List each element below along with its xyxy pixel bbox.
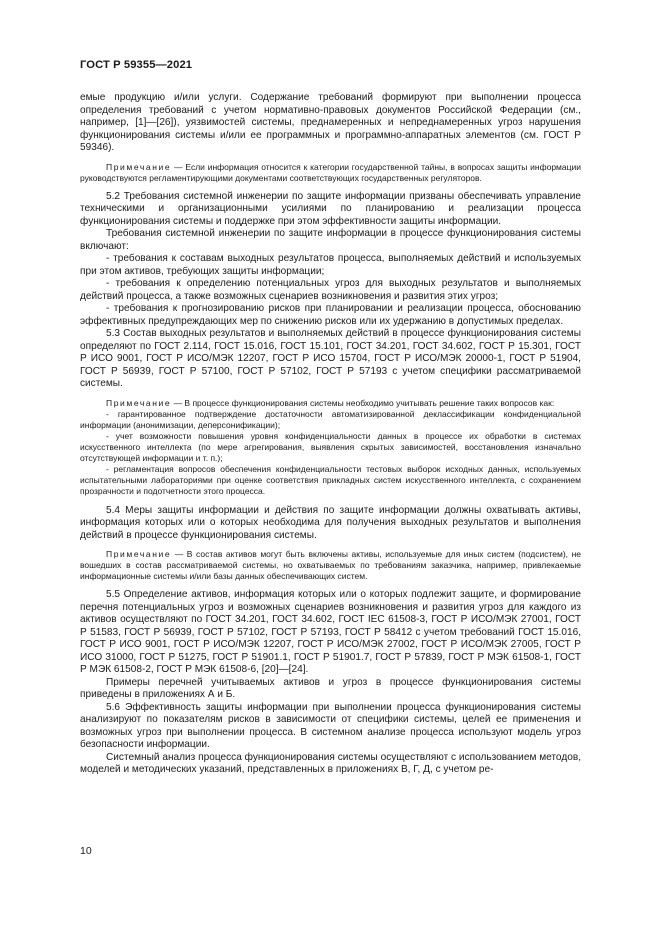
page-header: ГОСТ Р 59355—2021 (80, 59, 193, 71)
list-item: - требования к определению потенциальных угроз для выходных результатов и выполняемых действий процесса, а также возможных сценариев возникновения и развития этих угроз; (80, 278, 581, 302)
note-item: - регламентация вопросов обеспечения конфиденциальности тестовых выборок исходных данных, используемых испытательными лабораториями при оценке соответствия прикладных систем искусственного интеллекта, с сохранением прозрачности и подотчетности этого процесса. (80, 464, 581, 497)
paragraph: 5.4 Меры защиты информации и действия по защите информации должны охватывать активы, информация которых или о которых необходима для получения выходных результатов и выполнения действий в процессе функционирования системы. (80, 504, 581, 541)
note-text: — Если информация относится к категории государственной тайны, в вопросах защиты информации руководствуются регламентирующими документами соответствующих государственных регуляторов. (80, 161, 581, 183)
list-item: - требования к прогнозированию рисков при планировании и реализации процесса, обоснованию эффективных предупреждающих мер по снижению рисков или их удержанию в допустимых пределах. (80, 303, 581, 327)
note-text: — В состав активов могут быть включены активы, используемые для иных систем (подсистем), не вошедших в состав рассматриваемой системы, но охватываемых по требованиям заказчика, например, привлекаемые информационные системы и/или базы данных обеспечивающих систем. (80, 549, 581, 582)
paragraph: Системный анализ процесса функционирования системы осуществляют с использованием методов, моделей и методических указаний, представленных в приложениях В, Г, Д, с учетом ре- (80, 751, 581, 776)
note-label: Примечание (106, 397, 172, 408)
page-number: 10 (80, 845, 92, 857)
document-body (80, 92, 581, 777)
paragraph: 5.5 Определение активов, информация которых или о которых подлежит защите, и формирование перечня потенциальных угроз и возможных сценариев возникновения и развития угроз для каждого из активов осуществляют по ГОСТ 34.201, ГОСТ 34.602, ГОСТ IEC 61508-3, ГОСТ Р ИСО/МЭК 27001, ГОСТ Р 51583, ГОСТ Р 56939, ГОСТ Р 57102, ГОСТ Р 57193, ГОСТ Р 58412 с учетом требований ГОСТ 15.016, ГОСТ Р ИСО 9001, ГОСТ Р ИСО/МЭК 12207, ГОСТ Р ИСО/МЭК 27002, ГОСТ Р ИСО/МЭК 27005, ГОСТ Р ИСО 31000, ГОСТ Р 51275, ГОСТ Р 51901.1, ГОСТ Р 51901.7, ГОСТ Р 57839, ГОСТ Р МЭК 61508-1, ГОСТ Р МЭК 61508-2, ГОСТ Р МЭК 61508-6, [20]—[24]. (80, 589, 581, 676)
note-text: — В процессе функционирования системы необходимо учитывать решение таких вопросов как: (171, 397, 555, 408)
paragraph: 5.3 Состав выходных результатов и выполняемых действий в процессе функционирования системы определяют по ГОСТ 2.114, ГОСТ 15.016, ГОСТ 15.101, ГОСТ 34.201, ГОСТ 34.602, ГОСТ Р 15.301, ГОСТ Р ИСО 9001, ГОСТ Р ИСО/МЭК 12207, ГОСТ Р ИСО 15704, ГОСТ Р ИСО/МЭК 20000-1, ГОСТ Р 51904, ГОСТ Р 56939, ГОСТ Р 57100, ГОСТ Р 57102, ГОСТ Р 57193 с учетом специфики рассматриваемой системы. (80, 328, 581, 390)
paragraph: 5.6 Эффективность защиты информации при выполнении процесса функционирования системы анализируют по показателям рисков в зависимости от специфики системы, целей ее применения и возможных угроз при выполнении процесса. В системном анализе процесса используют модель угроз безопасности информации. (80, 701, 581, 751)
note (80, 162, 581, 184)
paragraph: Примеры перечней учитываемых активов и угроз в процессе функционирования системы приведены в приложениях А и Б. (80, 676, 581, 701)
paragraph: Требования системной инженерии по защите информации в процессе функционирования системы включают: (80, 228, 581, 252)
list-item: - требования к составам выходных результатов процесса, выполняемых действий и используемых при этом активов, требующих защиты информации; (80, 253, 581, 277)
note-item: - учет возможности повышения уровня конфиденциальности данных в процессе их обработки в системах искусственного интеллекта (по мере агрегирования, выявления скрытых зависимостей, восстановления изначально отсутствующей информации и т. п.); (80, 430, 581, 464)
note (80, 549, 581, 582)
note-label: Примечание (106, 161, 172, 172)
paragraph: 5.2 Требования системной инженерии по защите информации призваны обеспечивать управление техническими и организационными усилиями по планированию и реализации процесса функционирования системы и поддержке при этом эффективности защиты информации. (80, 190, 581, 227)
note-item: - гарантированное подтверждение достаточности автоматизированной деклассификации конфиденциальной информации (анонимизации, деперсонификации); (80, 408, 581, 430)
note (80, 398, 581, 409)
paragraph: емые продукцию и/или услуги. Содержание требований формируют при выполнении процесса определения требований с учетом нормативно-правовых документов Российской Федерации (см., например, [1]—[26]), уязвимостей системы, преднамеренных и непреднамеренных угроз нарушения функционирования системы и/или ее программных и программно-аппаратных элементов (см. ГОСТ Р 59346). (80, 92, 581, 153)
note-label: Примечание (106, 549, 172, 560)
